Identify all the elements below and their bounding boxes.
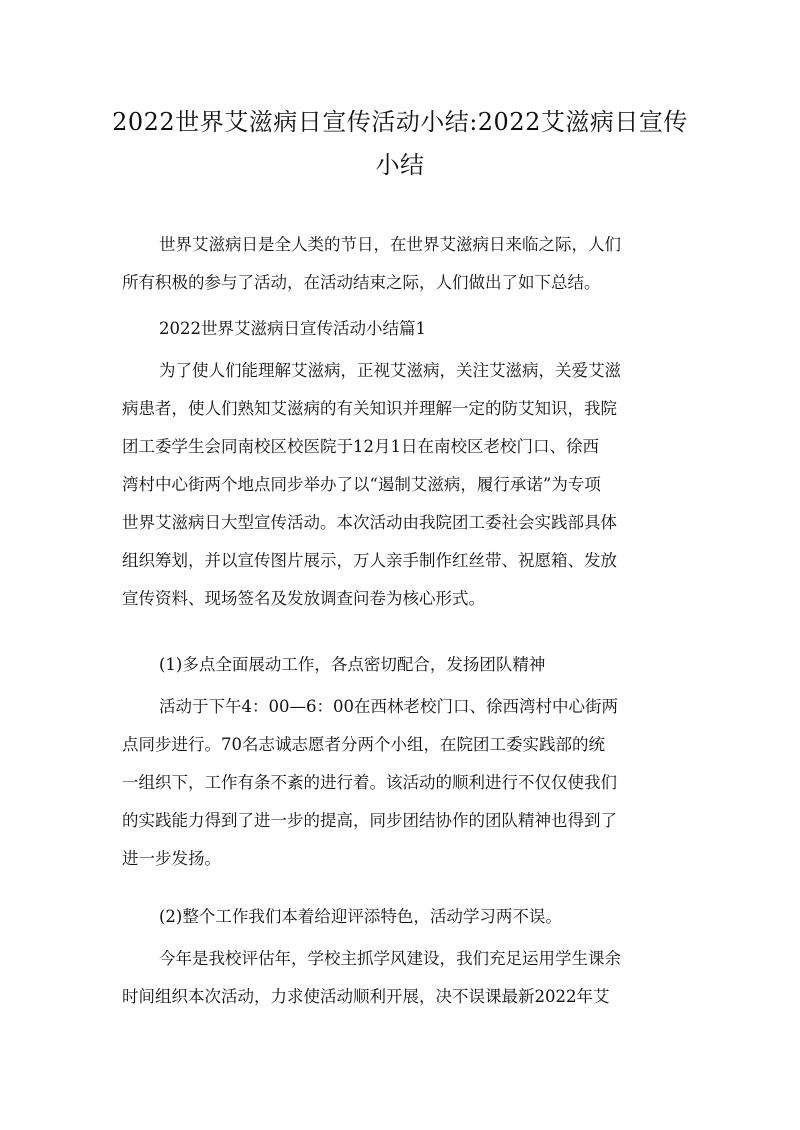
text-line: 团工委学生会同南校区校医院于12月1日在南校区老校门口、徐西 <box>122 437 599 456</box>
text-line: 的实践能力得到了进一步的提高，同步团结协作的团队精神也得到了 <box>122 811 617 830</box>
text-line: 所有积极的参与了活动，在活动结束之际，人们做出了如下总结。 <box>122 273 601 292</box>
subheading-2 <box>122 898 682 936</box>
text-line: 活动于下午4：00—6：00在西林老校门口、徐西湾村中心街两 <box>159 697 618 716</box>
paragraph-evaluation <box>122 940 682 1016</box>
paragraph-overview <box>122 352 682 618</box>
paragraph-intro <box>122 226 682 302</box>
paragraph-activity <box>122 688 682 878</box>
text-line: 组织筹划，并以宣传图片展示，万人亲手制作红丝带、祝愿箱、发放 <box>122 551 617 570</box>
text-line: 进一步发扬。 <box>122 849 221 868</box>
section-heading-part-1 <box>122 310 682 348</box>
text-line: 今年是我校评估年，学校主抓学风建设，我们充足运用学生课余 <box>159 949 621 968</box>
text-line: 世界艾滋病日大型宣传活动。本次活动由我院团工委社会实践部具体 <box>122 513 617 532</box>
text-line: 病患者，使人们熟知艾滋病的有关知识并理解一定的防艾知识，我院 <box>122 399 617 418</box>
text-line: 为了使人们能理解艾滋病，正视艾滋病，关注艾滋病，关爱艾滋 <box>159 361 621 380</box>
text-line: (2)整个工作我们本着给迎评添特色，活动学习两不误。 <box>159 907 562 926</box>
text-line: 点同步进行。70名志诚志愿者分两个小组，在院团工委实践部的统 <box>122 735 605 754</box>
text-line: (1)多点全面展动工作，各点密切配合，发扬团队精神 <box>159 655 546 674</box>
text-line: 世界艾滋病日是全人类的节日，在世界艾滋病日来临之际，人们 <box>159 235 621 254</box>
subheading-1 <box>122 646 682 684</box>
text-line: 一组织下，工作有条不紊的进行着。该活动的顺利进行不仅仅使我们 <box>122 773 617 792</box>
document-title-line-2: 小结 <box>375 151 425 179</box>
text-line: 2022世界艾滋病日宣传活动小结篇1 <box>159 319 426 338</box>
text-line: 时间组织本次活动，力求使活动顺利开展，决不误课最新2022年艾 <box>122 987 610 1006</box>
document-title-line-1: 2022世界艾滋病日宣传活动小结:2022艾滋病日宣传 <box>112 108 688 136</box>
text-line: 宣传资料、现场签名及发放调查问卷为核心形式。 <box>122 589 485 608</box>
text-line: 湾村中心街两个地点同步举办了以“遏制艾滋病，履行承诺”为专项 <box>122 475 601 494</box>
